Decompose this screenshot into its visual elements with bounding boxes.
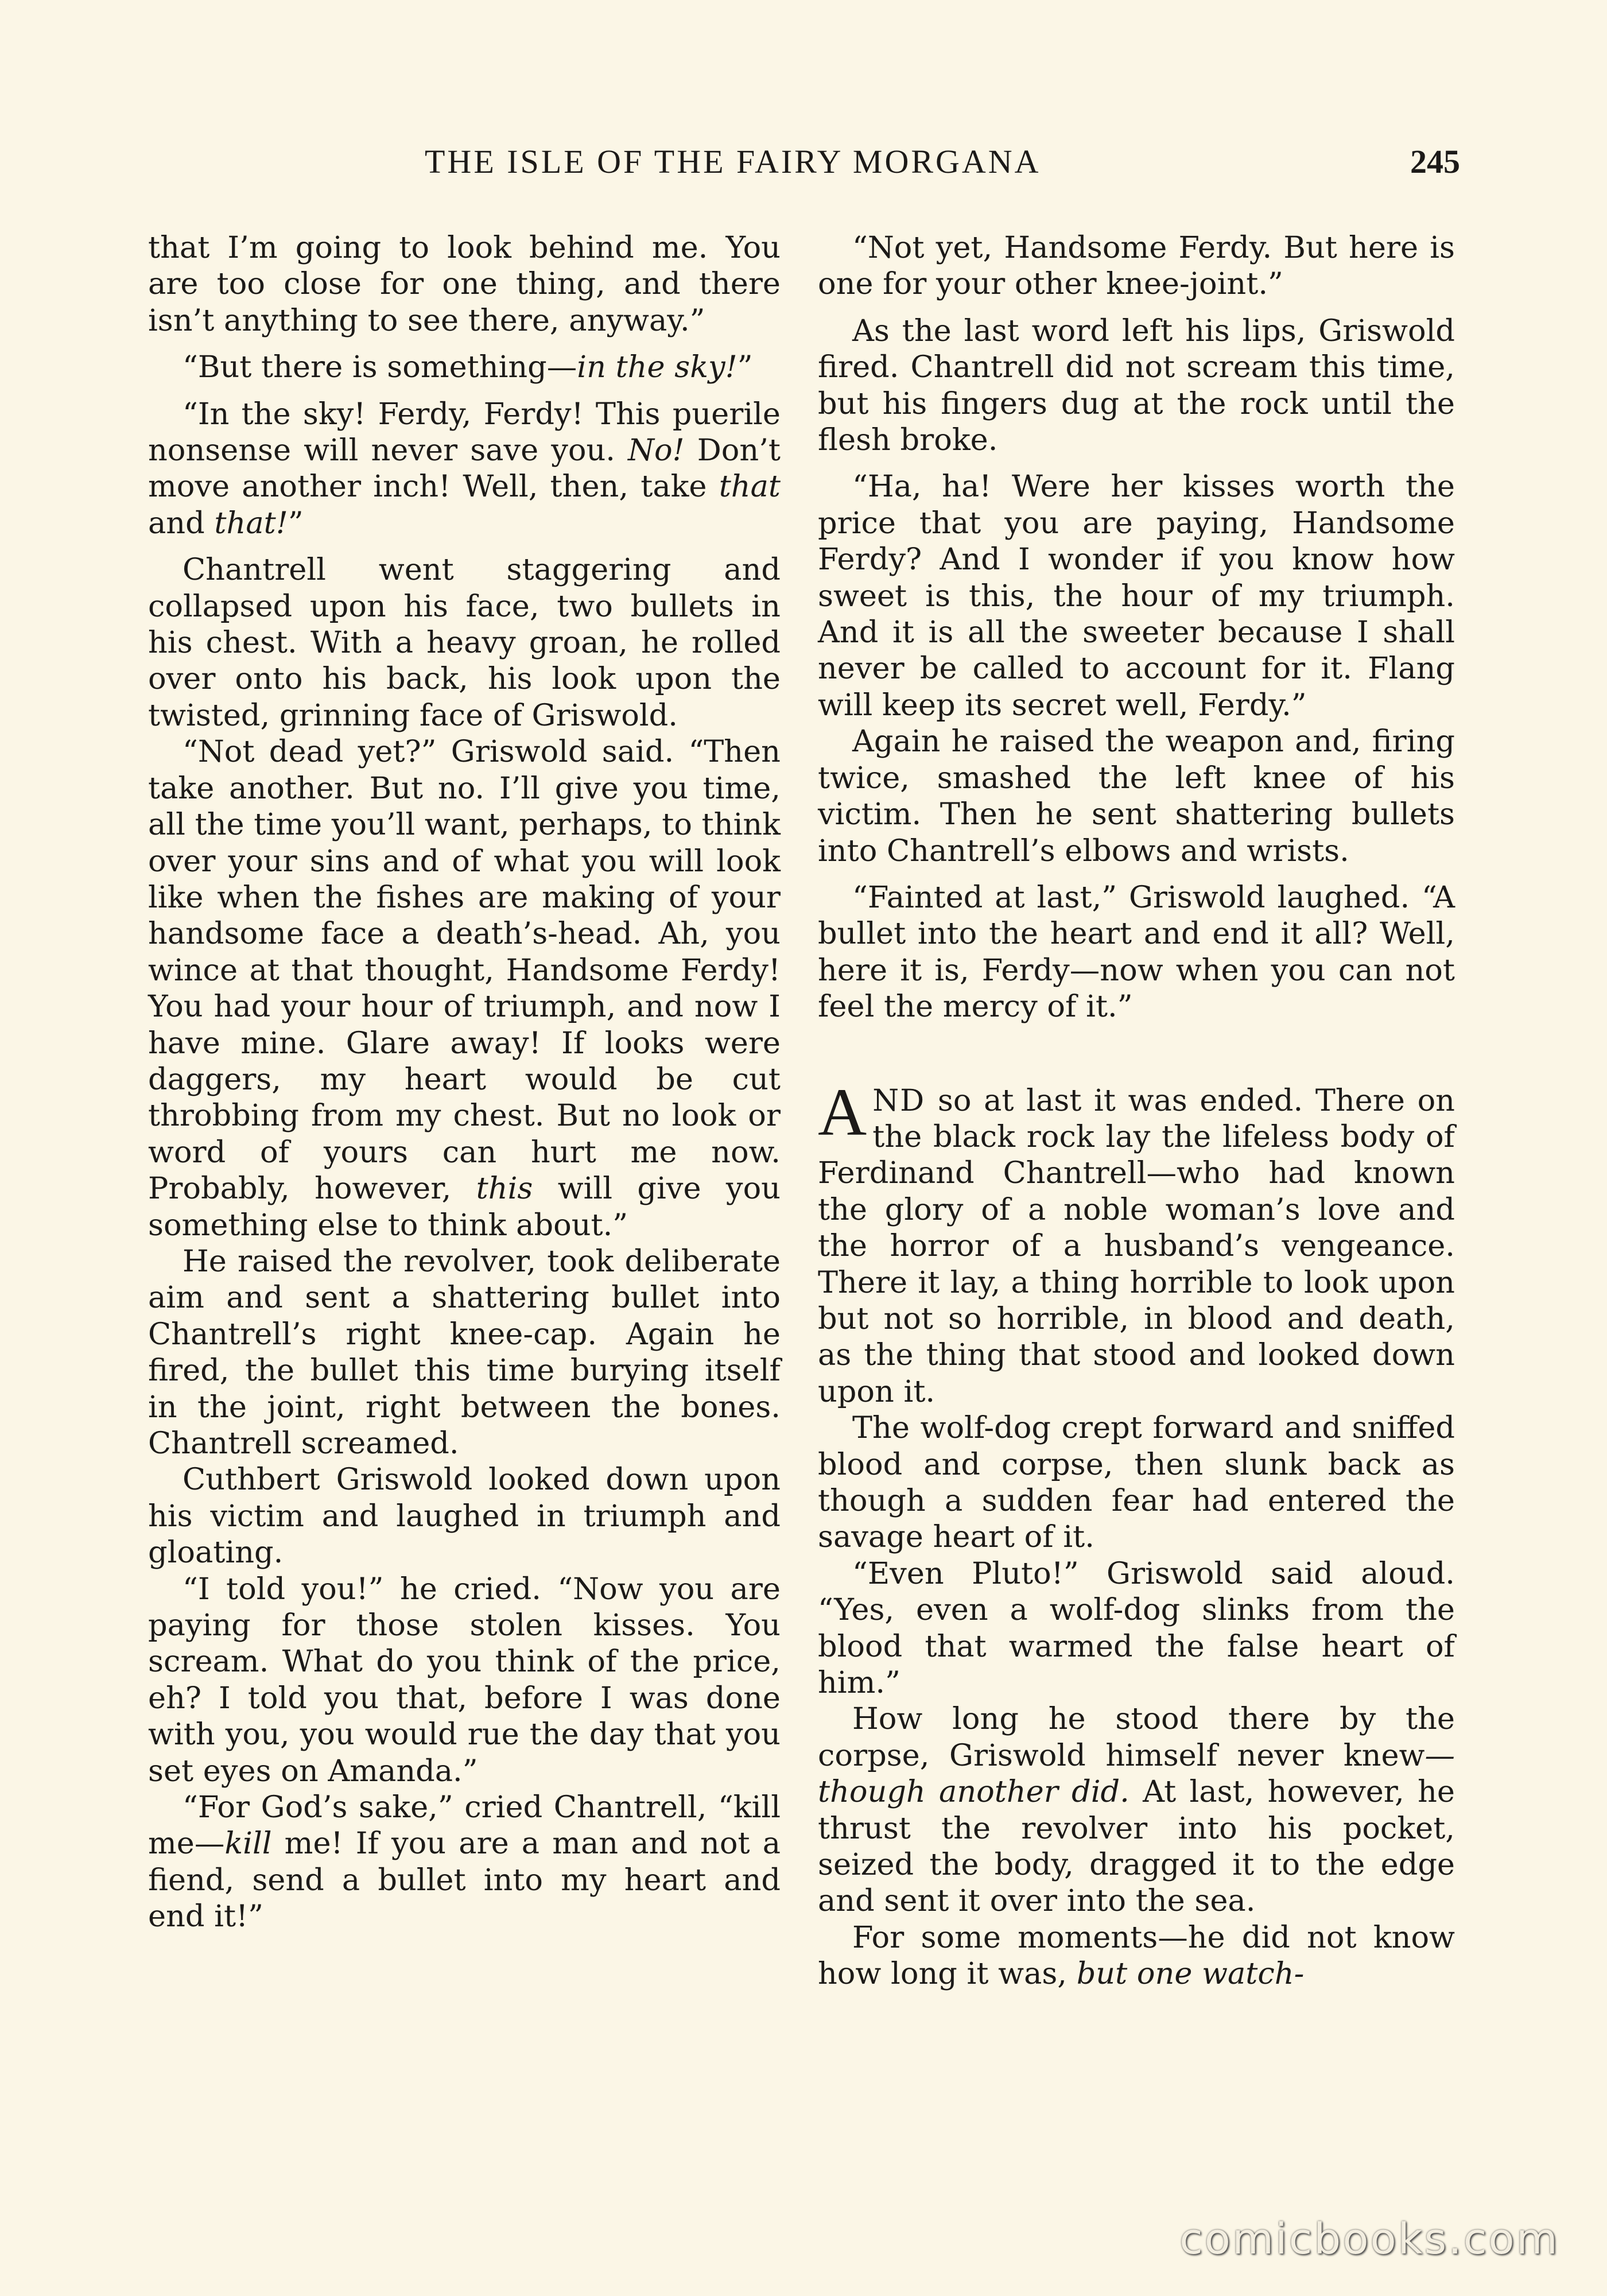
paragraph: “For God’s sake,” cried Chantrell, “kill me—kill me! If you are a man and not a fiend, send a bullet into my heart and end it!” bbox=[148, 1790, 781, 1934]
paragraph: “In the sky! Ferdy, Ferdy! This puerile nonsense will never save you. No! Don’t move another inch! Well, then, take that and that!” bbox=[148, 396, 781, 541]
paragraph: “Fainted at last,” Griswold laughed. “A bullet into the heart and end it all? Well, here it is, Ferdy—now when you can not feel the mercy of it.” bbox=[818, 879, 1455, 1025]
paragraph: Again he raised the weapon and, firing twice, smashed the left knee of his victim. Then he sent shattering bullets into Chantrell’s elbows and wrists. bbox=[818, 724, 1455, 868]
right-column bbox=[818, 230, 1455, 1992]
paragraph: that I’m going to look behind me. You are too close for one thing, and there isn’t anything to see there, anyway.” bbox=[148, 230, 781, 338]
paragraph: “Ha, ha! Were her kisses worth the price that you are paying, Handsome Ferdy? And I wonder if you know how sweet is this, the hour of my triumph. And it is all the sweeter because I shall never be called to account for it. Flang will keep its secret well, Ferdy.” bbox=[818, 469, 1455, 723]
paragraph: Chantrell went staggering and collapsed upon his face, two bullets in his chest. With a heavy groan, he rolled over onto his back, his look upon the twisted, grinning face of Griswold. bbox=[148, 552, 781, 733]
paragraph: As the last word left his lips, Griswold fired. Chantrell did not scream this time, but his fingers dug at the rock until the flesh broke. bbox=[818, 313, 1455, 458]
left-column bbox=[148, 230, 781, 1935]
page-number: 245 bbox=[1410, 143, 1460, 180]
paragraph: How long he stood there by the corpse, Griswold himself never knew—though another did. At last, however, he thrust the revolver into his pocket, seized the body, dragged it to the edge and sent it over into the sea. bbox=[818, 1701, 1455, 1919]
drop-cap: A bbox=[818, 1074, 867, 1150]
paragraph: “I told you!” he cried. “Now you are paying for those stolen kisses. You scream. What do you think of the price, eh? I told you that, before I was done with you, you would rue the day that you set eyes on Amanda.” bbox=[148, 1571, 781, 1789]
paragraph: “Not dead yet?” Griswold said. “Then take another. But no. I’ll give you time, all the time you’ll want, perhaps, to think over your sins and of what you will look like when the fishes are making of your handsome face a death’s-head. Ah, you wince at that thought, Handsome Ferdy! You had your hour of triumph, and now I have mine. Glare away! If looks were daggers, my heart would be cut throbbing from my chest. But no look or word of yours can hurt me now. Probably, however, this will give you something else to think about.” bbox=[148, 734, 781, 1243]
running-header bbox=[425, 142, 1460, 188]
running-title: THE ISLE OF THE FAIRY MORGANA bbox=[425, 143, 1041, 180]
paragraph: He raised the revolver, took deliberate aim and sent a shattering bullet into Chantrell’s right knee-cap. Again he fired, the bullet this time burying itself in the joint, right between the bones. Chantrell screamed. bbox=[148, 1243, 781, 1461]
section-opening-paragraph: AND so at last it was ended. There on the black rock lay the lifeless body of Ferdinand Chantrell—who had known the glory of a noble woman’s love and the horror of a husband’s vengeance. There it lay, a thing horrible to look upon but not so horrible, in blood and death, as the thing that stood and looked down upon it. bbox=[818, 1074, 1455, 1409]
paragraph: “Even Pluto!” Griswold said aloud. “Yes, even a wolf-dog slinks from the blood that warmed the false heart of him.” bbox=[818, 1556, 1455, 1701]
watermark: comicbooks.com bbox=[1179, 2214, 1559, 2264]
paragraph: “But there is something—in the sky!” bbox=[183, 350, 753, 385]
paragraph: “Not yet, Handsome Ferdy. But here is one for your other knee-joint.” bbox=[818, 230, 1455, 302]
paragraph: The wolf-dog crept forward and sniffed blood and corpse, then slunk back as though a sudden fear had entered the savage heart of it. bbox=[818, 1410, 1455, 1555]
paragraph: For some moments—he did not know how long it was, but one watch- bbox=[818, 1919, 1455, 1992]
paragraph: Cuthbert Griswold looked down upon his victim and laughed in triumph and gloating. bbox=[148, 1462, 781, 1570]
